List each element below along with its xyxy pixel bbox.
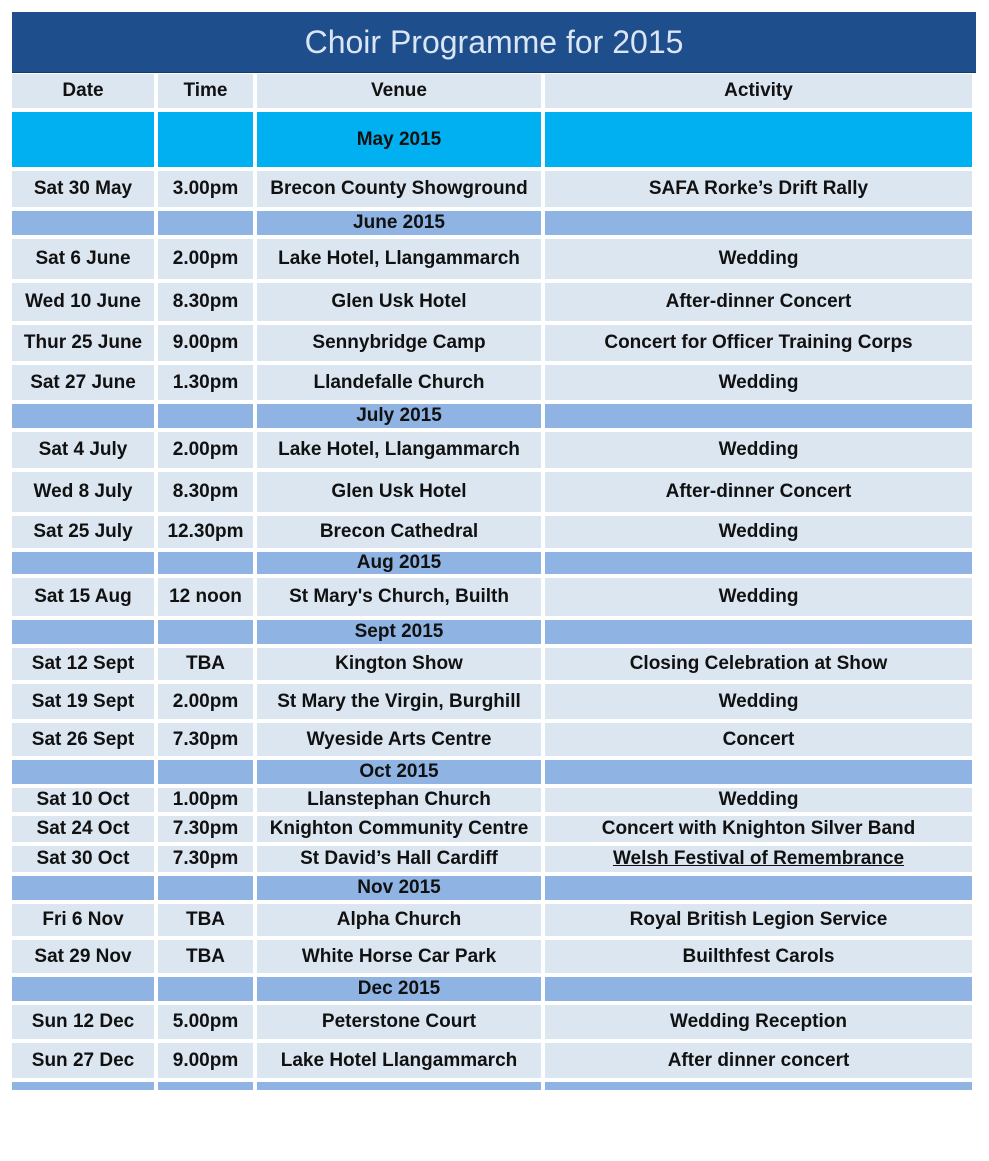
venue-cell: Glen Usk Hotel [257,283,541,321]
time-cell: 2.00pm [158,684,253,719]
month-row [12,620,980,644]
date-cell: Sat 15 Aug [12,578,154,616]
table-row [12,516,980,548]
date-cell: Sat 25 July [12,516,154,548]
date-cell: Sat 30 May [12,171,154,207]
date-cell: Sat 6 June [12,239,154,279]
date-cell: Wed 10 June [12,283,154,321]
venue-cell: Knighton Community Centre [257,816,541,842]
activity-cell: Wedding [545,516,972,548]
table-row [12,432,980,468]
table-row [12,846,980,872]
venue-cell: St Mary the Virgin, Burghill [257,684,541,719]
month-spacer-cell [158,977,253,1001]
activity-cell: Concert with Knighton Silver Band [545,816,972,842]
activity-cell: After dinner concert [545,1043,972,1078]
venue-cell: Lake Hotel, Llangammarch [257,432,541,468]
month-spacer-cell [158,760,253,784]
venue-cell: Alpha Church [257,904,541,936]
month-spacer-cell [545,760,972,784]
month-spacer-cell [545,977,972,1001]
time-cell: TBA [158,648,253,680]
date-cell: Sat 29 Nov [12,940,154,973]
month-spacer-cell [158,404,253,428]
date-cell: Sat 4 July [12,432,154,468]
activity-cell: Wedding Reception [545,1005,972,1039]
month-label: Oct 2015 [257,760,541,784]
month-label: May 2015 [257,112,541,167]
table-header-row [12,74,980,108]
table-row [12,723,980,756]
month-spacer-cell [12,552,154,574]
time-cell: 7.30pm [158,723,253,756]
time-cell: 2.00pm [158,239,253,279]
header-activity: Activity [545,74,972,108]
month-spacer-cell [158,620,253,644]
date-cell: Fri 6 Nov [12,904,154,936]
month-spacer-cell [158,112,253,167]
activity-cell: Concert for Officer Training Corps [545,325,972,361]
time-cell: 7.30pm [158,816,253,842]
table-row [12,171,980,207]
time-cell: 7.30pm [158,846,253,872]
month-row [12,760,980,784]
table-row [12,1005,980,1039]
venue-cell: St Mary's Church, Builth [257,578,541,616]
time-cell: 8.30pm [158,472,253,512]
venue-cell: Brecon County Showground [257,171,541,207]
month-spacer-cell [12,876,154,900]
time-cell: 2.00pm [158,432,253,468]
date-cell: Sat 27 June [12,365,154,400]
venue-cell: Glen Usk Hotel [257,472,541,512]
month-label: Dec 2015 [257,977,541,1001]
date-cell: Sat 10 Oct [12,788,154,812]
activity-cell: Wedding [545,788,972,812]
month-row [12,211,980,235]
table-row [12,904,980,936]
header-time: Time [158,74,253,108]
venue-cell: Llandefalle Church [257,365,541,400]
month-row [12,977,980,1001]
date-cell: Sat 26 Sept [12,723,154,756]
month-spacer-cell [12,211,154,235]
date-cell: Sun 12 Dec [12,1005,154,1039]
page-title: Choir Programme for 2015 [12,12,976,73]
activity-cell: Wedding [545,432,972,468]
activity-cell: Concert [545,723,972,756]
month-row [12,1082,980,1090]
table-row [12,578,980,616]
month-spacer-cell [12,620,154,644]
venue-cell: White Horse Car Park [257,940,541,973]
time-cell: 9.00pm [158,325,253,361]
month-spacer-cell [158,876,253,900]
table-row [12,472,980,512]
activity-cell: Wedding [545,239,972,279]
time-cell: 12.30pm [158,516,253,548]
month-spacer-cell [545,876,972,900]
month-label: July 2015 [257,404,541,428]
table-row [12,648,980,680]
activity-cell: Wedding [545,578,972,616]
month-label: Aug 2015 [257,552,541,574]
time-cell: 1.00pm [158,788,253,812]
table-row [12,365,980,400]
table-row [12,684,980,719]
date-cell: Sat 30 Oct [12,846,154,872]
month-row [12,404,980,428]
activity-cell: Wedding [545,684,972,719]
date-cell: Thur 25 June [12,325,154,361]
activity-cell: After-dinner Concert [545,472,972,512]
activity-cell[interactable]: Welsh Festival of Remembrance [545,846,972,872]
time-cell: 8.30pm [158,283,253,321]
venue-cell: Sennybridge Camp [257,325,541,361]
time-cell: 9.00pm [158,1043,253,1078]
month-spacer-cell [12,977,154,1001]
month-spacer-cell [545,211,972,235]
activity-cell: After-dinner Concert [545,283,972,321]
table-row [12,816,980,842]
time-cell: 5.00pm [158,1005,253,1039]
table-row [12,940,980,973]
header-date: Date [12,74,154,108]
month-spacer-cell [12,760,154,784]
venue-cell: Wyeside Arts Centre [257,723,541,756]
venue-cell: St David’s Hall Cardiff [257,846,541,872]
time-cell: TBA [158,940,253,973]
activity-cell: Royal British Legion Service [545,904,972,936]
month-label: Sept 2015 [257,620,541,644]
month-spacer-cell [158,211,253,235]
venue-cell: Kington Show [257,648,541,680]
month-row [12,876,980,900]
month-spacer-cell [545,620,972,644]
month-spacer-cell [545,552,972,574]
activity-cell: Builthfest Carols [545,940,972,973]
month-spacer-cell [158,1082,253,1090]
venue-cell: Lake Hotel Llangammarch [257,1043,541,1078]
date-cell: Sat 12 Sept [12,648,154,680]
table-row [12,239,980,279]
table-row [12,283,980,321]
activity-cell: Wedding [545,365,972,400]
month-spacer-cell [158,552,253,574]
month-spacer-cell [545,112,972,167]
activity-cell: SAFA Rorke’s Drift Rally [545,171,972,207]
time-cell: 3.00pm [158,171,253,207]
month-row [12,112,980,167]
month-spacer-cell [12,112,154,167]
date-cell: Wed 8 July [12,472,154,512]
table-row [12,788,980,812]
table-row [12,1043,980,1078]
venue-cell: Peterstone Court [257,1005,541,1039]
month-spacer-cell [545,404,972,428]
date-cell: Sat 19 Sept [12,684,154,719]
month-spacer-cell [12,404,154,428]
date-cell: Sat 24 Oct [12,816,154,842]
venue-cell: Lake Hotel, Llangammarch [257,239,541,279]
activity-cell: Closing Celebration at Show [545,648,972,680]
month-spacer-cell [12,1082,154,1090]
month-spacer-cell [545,1082,972,1090]
month-label: June 2015 [257,211,541,235]
table-row [12,325,980,361]
venue-cell: Brecon Cathedral [257,516,541,548]
header-venue: Venue [257,74,541,108]
time-cell: 1.30pm [158,365,253,400]
month-label: Nov 2015 [257,876,541,900]
month-label [257,1082,541,1090]
venue-cell: Llanstephan Church [257,788,541,812]
month-row [12,552,980,574]
time-cell: 12 noon [158,578,253,616]
programme-table [12,74,980,1094]
date-cell: Sun 27 Dec [12,1043,154,1078]
time-cell: TBA [158,904,253,936]
